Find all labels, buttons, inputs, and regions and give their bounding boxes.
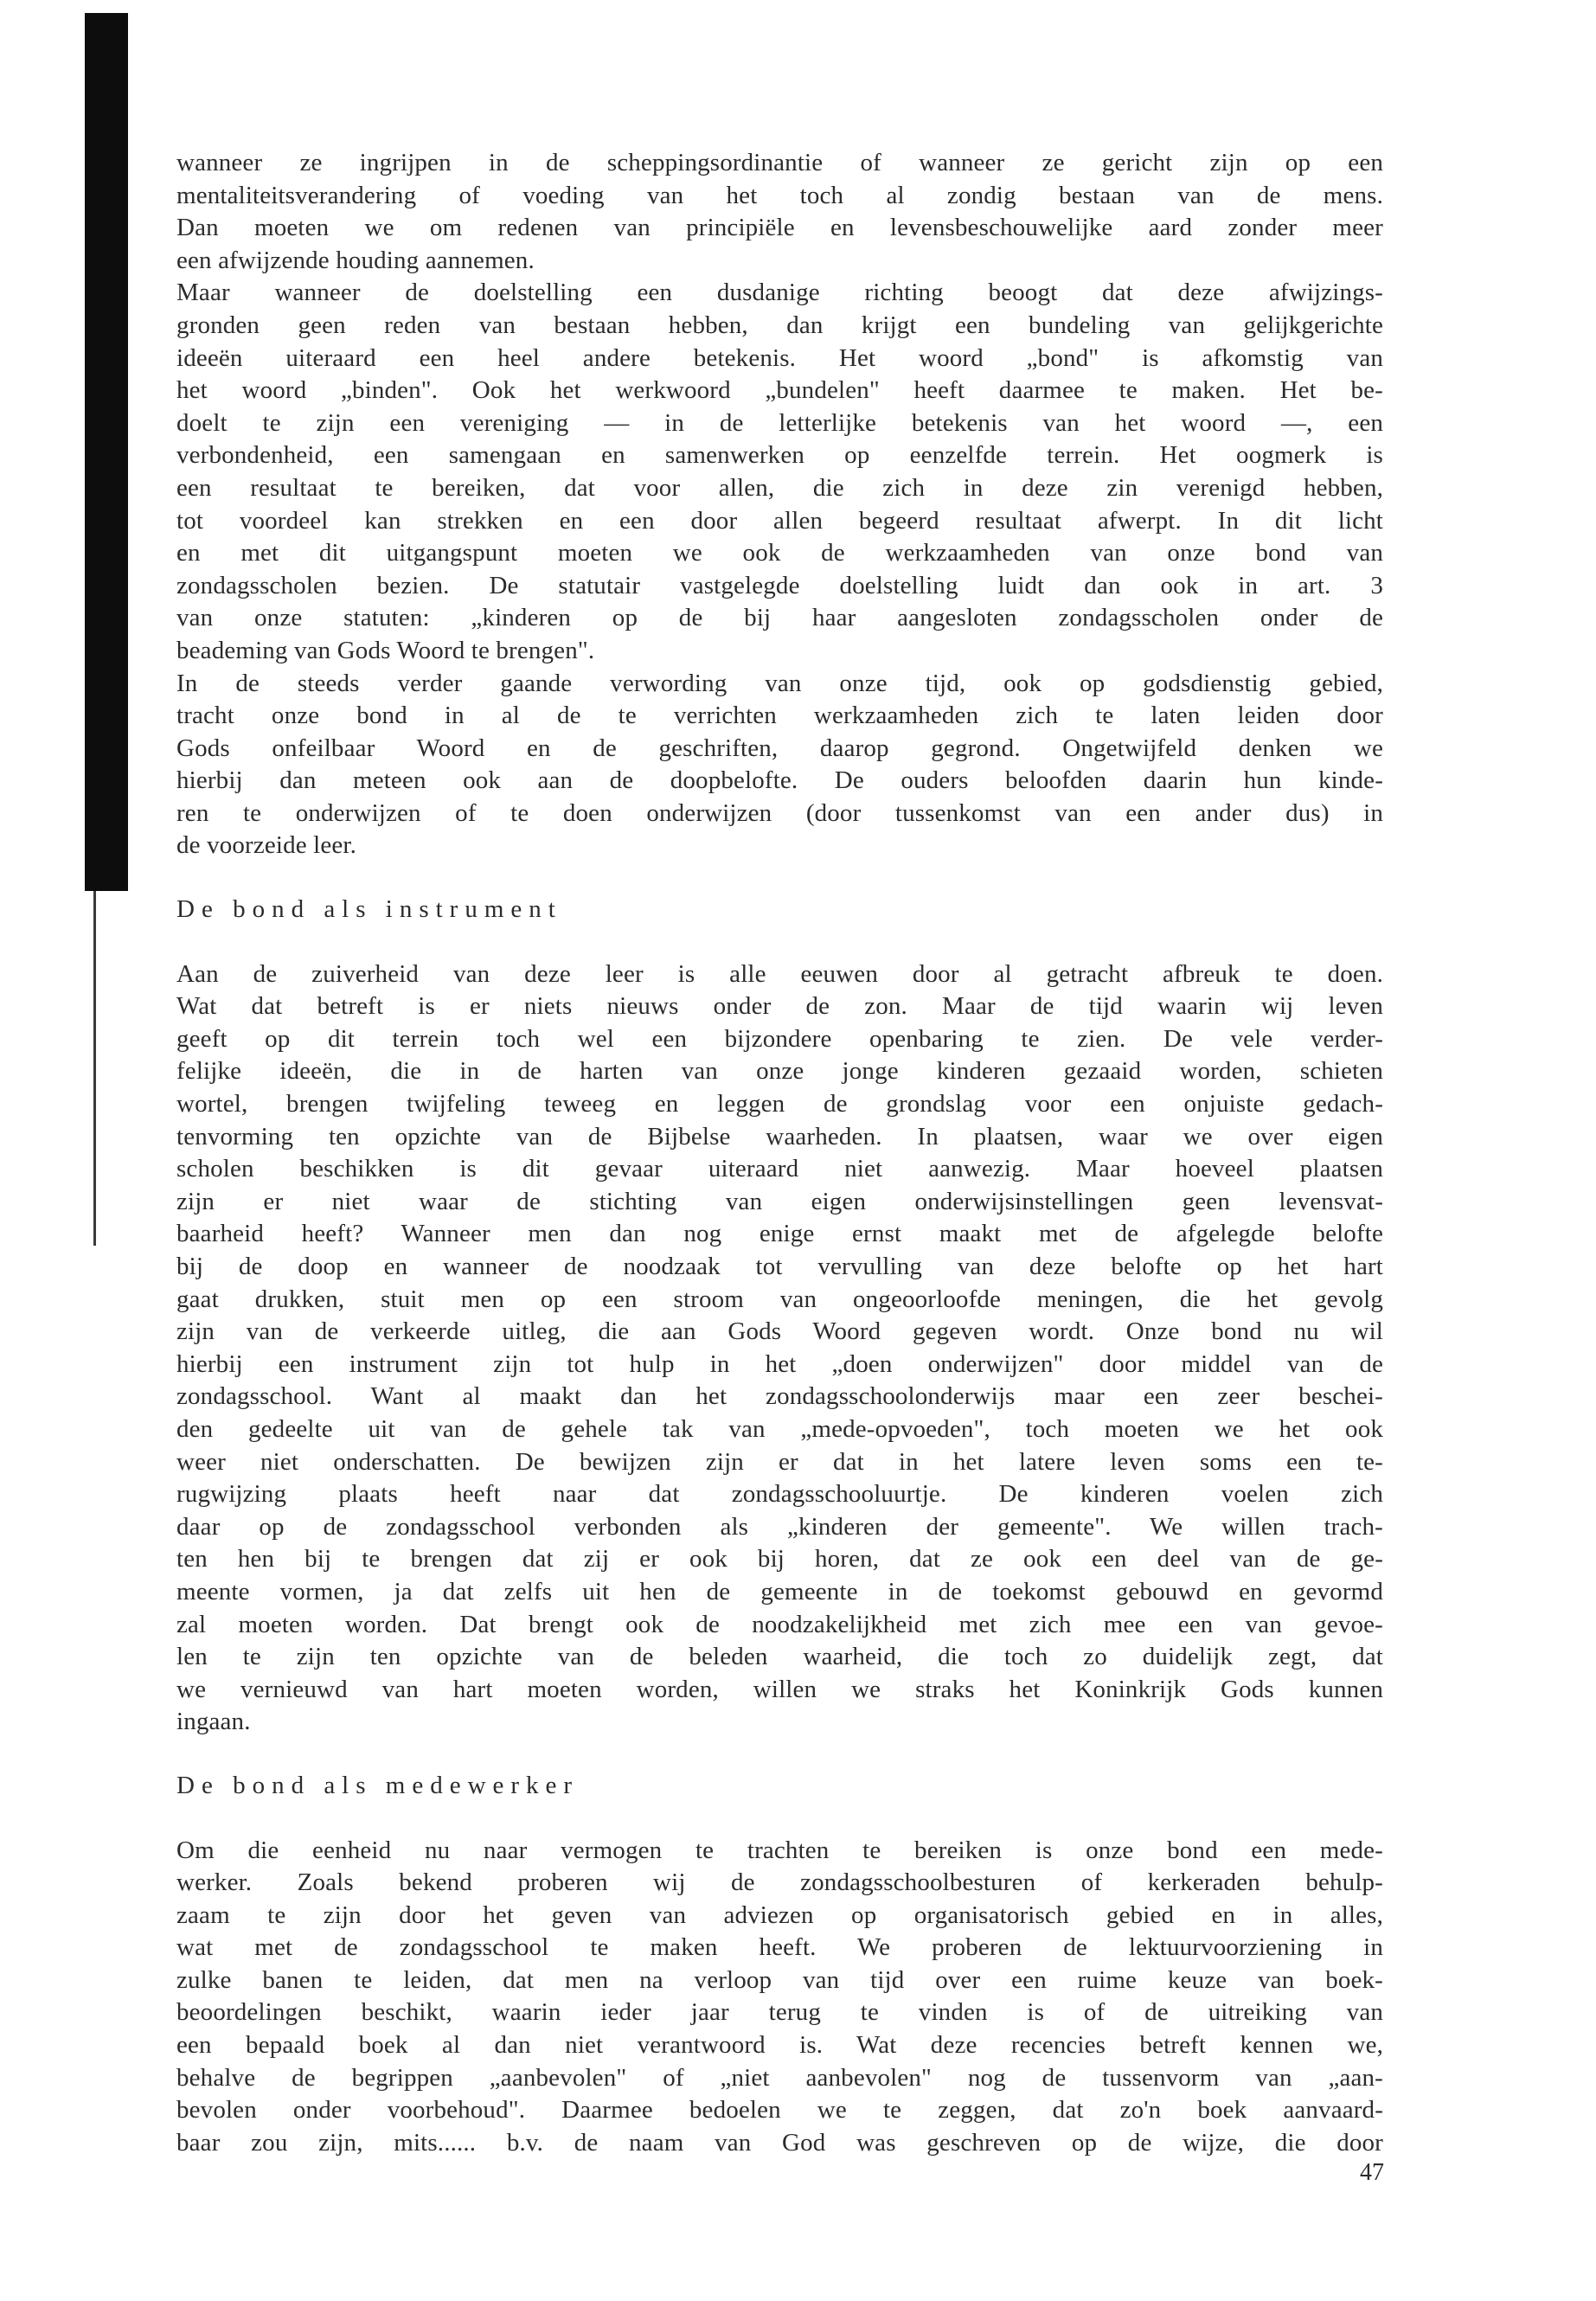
text-line: tracht onze bond in al de te verrichten werkzaamheden zich te laten leiden door — [176, 702, 1383, 730]
text-line: weer niet onderschatten. De bewijzen zijn er dat in het latere leven soms een te- — [176, 1447, 1383, 1476]
section-heading-instrument: De bond als instrument — [176, 895, 562, 924]
paragraph-medewerker — [176, 1835, 1383, 2160]
text-line: felijke ideeën, die in de harten van onze jonge kinderen gezaaid worden, schieten — [176, 1057, 1383, 1086]
paragraph-intro — [176, 147, 1383, 277]
paragraph-bond-meaning — [176, 277, 1383, 667]
text-line: baar zou zijn, mits...... b.v. de naam van God was geschreven op de wijze, die door — [176, 2128, 1383, 2157]
text-line: Aan de zuiverheid van deze leer is alle eeuwen door al getracht afbreuk te doen. — [176, 959, 1383, 988]
text-line: zal moeten worden. Dat brengt ook de noodzakelijkheid met zich mee een van gevoe- — [176, 1610, 1383, 1638]
text-line: Dan moeten we om redenen van principiële en levensbeschouwelijke aard zonder meer — [176, 214, 1383, 242]
text-line: een resultaat te bereiken, dat voor allen, die zich in deze zin verenigd hebben, — [176, 473, 1383, 502]
text-line: den gedeelte uit van de gehele tak van „mede-opvoeden", toch moeten we het ook — [176, 1414, 1383, 1443]
text-line: werker. Zoals bekend proberen wij de zondagsschoolbesturen of kerkeraden behulp- — [176, 1868, 1383, 1897]
text-line: daar op de zondagsschool verbonden als „kinderen der gemeente". We willen trach- — [176, 1512, 1383, 1541]
section-heading-medewerker: De bond als medewerker — [176, 1771, 580, 1799]
text-line: ren te onderwijzen of te doen onderwijzen (door tussenkomst van een ander dus) in — [176, 798, 1383, 827]
text-line: Wat dat betreft is er niets nieuws onder de zon. Maar de tijd waarin wij leven — [176, 992, 1383, 1021]
text-line: wortel, brengen twijfeling teweeg en leggen de grondslag voor een onjuiste gedach- — [176, 1090, 1383, 1118]
text-line: rugwijzing plaats heeft naar dat zondagsschooluurtje. De kinderen voelen zich — [176, 1480, 1383, 1509]
text-line: beademing van Gods Woord te brengen". — [176, 636, 595, 664]
text-line: Maar wanneer de doelstelling een dusdanige richting beoogt dat deze afwijzings- — [176, 279, 1383, 307]
text-line: len te zijn ten opzichte van de beleden waarheid, die toch zo duidelijk zegt, dat — [176, 1643, 1383, 1671]
text-line: wanneer ze ingrijpen in de scheppingsordinantie of wanneer ze gericht zijn op een — [176, 149, 1383, 176]
text-line: tot voordeel kan strekken en een door allen begeerd resultaat afwerpt. In dit licht — [176, 506, 1383, 535]
text-line: In de steeds verder gaande verwording van onze tijd, ook op godsdienstig gebied, — [176, 669, 1383, 697]
text-line: mentaliteitsverandering of voeding van het toch al zondig bestaan van de mens. — [176, 181, 1383, 209]
text-line: de voorzeide leer. — [176, 831, 357, 860]
text-line: zijn van de verkeerde uitleg, die aan Gods Woord gegeven wordt. Onze bond nu wil — [176, 1317, 1383, 1346]
text-line: bij de doop en wanneer de noodzaak tot vervulling van deze belofte op het hart — [176, 1253, 1383, 1280]
paragraph-instrument — [176, 958, 1383, 1739]
text-line: meente vormen, ja dat zelfs uit hen de gemeente in de toekomst gebouwd en gevormd — [176, 1577, 1383, 1606]
text-line: scholen beschikken is dit gevaar uiteraard niet aanwezig. Maar hoeveel plaatsen — [176, 1155, 1383, 1183]
paragraph-doopbelofte — [176, 668, 1383, 863]
text-line: van onze statuten: „kinderen op de bij haar aangesloten zondagsscholen onder de — [176, 604, 1383, 632]
text-line: zulke banen te leiden, dat men na verloop van tijd over een ruime keuze van boek- — [176, 1965, 1383, 1994]
text-line: ten hen bij te brengen dat zij er ook bij horen, dat ze ook een deel van de ge- — [176, 1545, 1383, 1574]
text-line: ingaan. — [176, 1708, 251, 1736]
text-line: behalve de begrippen „aanbevolen" of „niet aanbevolen" nog de tussenvorm van „aan- — [176, 2063, 1383, 2092]
scan-binding-edge — [85, 13, 128, 891]
text-line: bevolen onder voorbehoud". Daarmee bedoelen we te zeggen, dat zo'n boek aanvaard- — [176, 2096, 1383, 2125]
text-line: geeft op dit terrein toch wel een bijzondere openbaring te zien. De vele verder- — [176, 1024, 1383, 1053]
text-line: het woord „binden". Ook het werkwoord „bundelen" heeft daarmee te maken. Het be- — [176, 376, 1383, 405]
text-line: gaat drukken, stuit men op een stroom van ongeoorloofde meningen, die het gevolg — [176, 1285, 1383, 1313]
text-line: zondagsscholen bezien. De statutair vastgelegde doelstelling luidt dan ook in art. 3 — [176, 571, 1383, 599]
text-line: en met dit uitgangspunt moeten we ook de werkzaamheden van onze bond van — [176, 539, 1383, 567]
text-line: beoordelingen beschikt, waarin ieder jaar terug te vinden is of de uitreiking van — [176, 1998, 1383, 2027]
text-line: een bepaald boek al dan niet verantwoord is. Wat deze recencies betreft kennen we, — [176, 2031, 1383, 2060]
text-line: gronden geen reden van bestaan hebben, dan krijgt een bundeling van gelijkgerichte — [176, 311, 1383, 339]
text-line: zaam te zijn door het geven van adviezen op organisatorisch gebied en in alles, — [176, 1900, 1383, 1929]
text-line: doelt te zijn een vereniging — in de letterlijke betekenis van het woord —, een — [176, 408, 1383, 437]
text-line: ideeën uiteraard een heel andere betekenis. Het woord „bond" is afkomstig van — [176, 343, 1383, 372]
text-line: Gods onfeilbaar Woord en de geschriften, daarop gegrond. Ongetwijfeld denken we — [176, 734, 1383, 762]
text-line: hierbij een instrument zijn tot hulp in het „doen onderwijzen" door middel van de — [176, 1349, 1383, 1378]
text-line: verbondenheid, een samengaan en samenwerken op eenzelfde terrein. Het oogmerk is — [176, 441, 1383, 470]
text-line: wat met de zondagsschool te maken heeft. We proberen de lektuurvoorziening in — [176, 1933, 1383, 1962]
text-line: baarheid heeft? Wanneer men dan nog enige ernst maakt met de afgelegde belofte — [176, 1220, 1383, 1248]
text-line: we vernieuwd van hart moeten worden, willen we straks het Koninkrijk Gods kunnen — [176, 1675, 1383, 1703]
text-line: zondagsschool. Want al maakt dan het zondagsschoolonderwijs maar een zeer beschei- — [176, 1382, 1383, 1411]
page-number: 47 — [1360, 2159, 1384, 2186]
text-line: een afwijzende houding aannemen. — [176, 246, 535, 274]
scan-binding-edge-tail — [93, 891, 96, 1246]
text-line: hierbij dan meteen ook aan de doopbelofte. De ouders beloofden daarin hun kinde- — [176, 766, 1383, 795]
text-line: Om die eenheid nu naar vermogen te trachten te bereiken is onze bond een mede- — [176, 1836, 1383, 1864]
text-line: zijn er niet waar de stichting van eigen onderwijsinstellingen geen levensvat- — [176, 1187, 1383, 1215]
text-line: tenvorming ten opzichte van de Bijbelse waarheden. In plaatsen, waar we over eigen — [176, 1122, 1383, 1150]
page-body — [176, 147, 1383, 2159]
